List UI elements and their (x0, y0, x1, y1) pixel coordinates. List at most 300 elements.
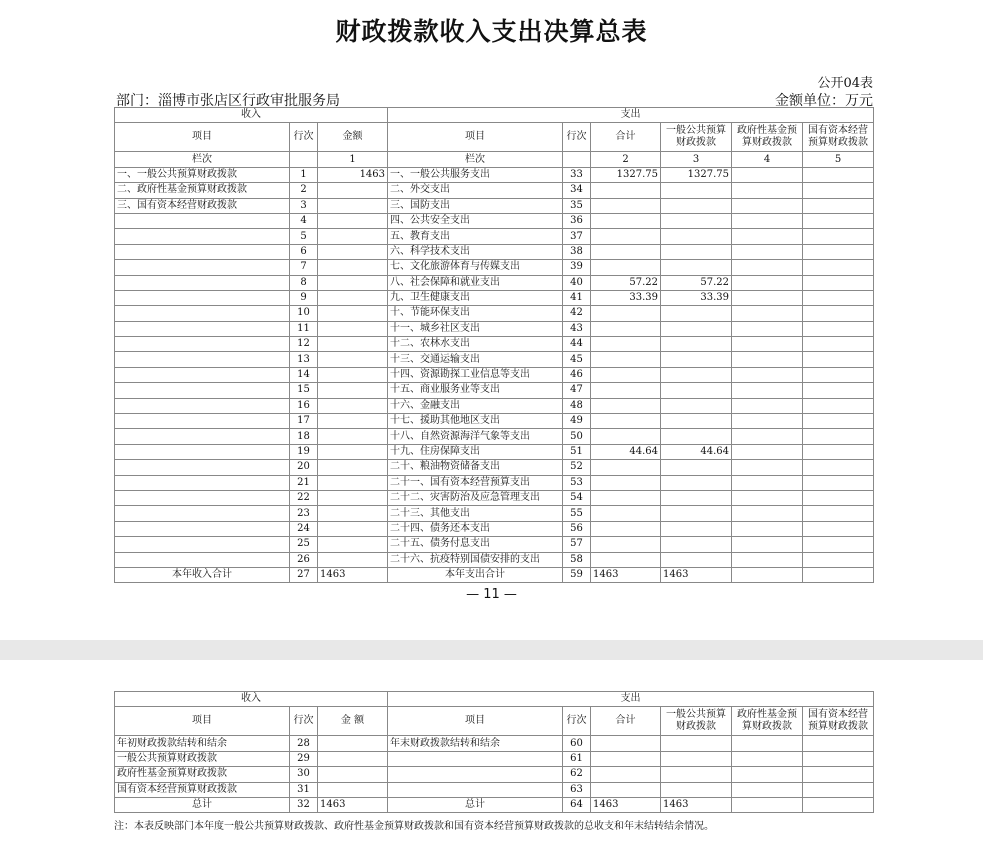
fund-budget-amount (732, 367, 803, 382)
state-capital-amount (803, 521, 874, 536)
column-label: 栏次 (388, 152, 563, 167)
table-row (115, 383, 874, 398)
column-index: 1 (318, 152, 388, 167)
state-capital-amount (803, 167, 874, 182)
state-capital-amount (803, 490, 874, 505)
income-item (115, 352, 290, 367)
table-row (115, 521, 874, 536)
fund-budget-amount (732, 229, 803, 244)
income-row-no-header: 行次 (290, 123, 318, 152)
income-total-label: 本年收入合计 (115, 567, 290, 582)
income-amount: 1463 (318, 567, 388, 582)
general-budget-amount (661, 306, 732, 321)
column-index: 3 (661, 152, 732, 167)
income-item: 三、国有资本经营财政拨款 (115, 198, 290, 213)
income-row-number: 31 (290, 782, 318, 797)
expense-item: 十一、城乡社区支出 (388, 321, 563, 336)
table-row (115, 290, 874, 305)
income-item (115, 460, 290, 475)
table-row (115, 537, 874, 552)
fund-budget-amount (732, 275, 803, 290)
income-row-number: 19 (290, 444, 318, 459)
state-capital-amount (803, 198, 874, 213)
expense-row-number: 58 (563, 552, 591, 567)
income-row-no-header: 行次 (290, 707, 318, 736)
income-amount (318, 321, 388, 336)
expense-item-header: 项目 (388, 707, 563, 736)
general-budget-amount (661, 736, 732, 751)
expense-row-number: 56 (563, 521, 591, 536)
income-item (115, 306, 290, 321)
general-budget-amount: 33.39 (661, 290, 732, 305)
fund-budget-amount (732, 797, 803, 812)
expense-total-label: 本年支出合计 (388, 567, 563, 582)
table-row (115, 736, 874, 751)
fund-budget-amount (732, 490, 803, 505)
expense-row-number: 43 (563, 321, 591, 336)
expense-total (591, 736, 661, 751)
expense-item: 二十一、国有资本经营预算支出 (388, 475, 563, 490)
income-item (115, 414, 290, 429)
state-capital-amount (803, 475, 874, 490)
expense-item: 二十五、债务付息支出 (388, 537, 563, 552)
expense-row-number: 47 (563, 383, 591, 398)
income-row-number: 20 (290, 460, 318, 475)
expense-total (591, 475, 661, 490)
expense-total (591, 767, 661, 782)
expense-item: 六、科学技术支出 (388, 244, 563, 259)
page-title: 财政拨款收入支出决算总表 (335, 17, 648, 46)
column-label: 栏次 (115, 152, 290, 167)
table-row (115, 414, 874, 429)
fund-budget-amount (732, 552, 803, 567)
expense-item: 二十二、灾害防治及应急管理支出 (388, 490, 563, 505)
fund-budget-amount (732, 460, 803, 475)
fund-budget-amount (732, 290, 803, 305)
income-row-number: 18 (290, 429, 318, 444)
income-item (115, 321, 290, 336)
unit-label: 金额单位：万元 (775, 93, 873, 109)
state-capital-amount (803, 398, 874, 413)
fund-budget-amount (732, 167, 803, 182)
fund-budget-amount (732, 337, 803, 352)
state-capital-amount (803, 383, 874, 398)
expense-item: 十四、资源勘探工业信息等支出 (388, 367, 563, 382)
column-index: 5 (803, 152, 874, 167)
expense-total (591, 229, 661, 244)
state-capital-amount (803, 736, 874, 751)
general-budget-amount (661, 782, 732, 797)
income-total-label: 总计 (115, 797, 290, 812)
state-capital-amount (803, 213, 874, 228)
expense-total (591, 521, 661, 536)
income-row-number: 25 (290, 537, 318, 552)
income-row-number: 1 (290, 167, 318, 182)
income-item: 年初财政拨款结转和结余 (115, 736, 290, 751)
table-row (115, 198, 874, 213)
state-capital-amount (803, 244, 874, 259)
income-item (115, 506, 290, 521)
fund-budget-amount (732, 183, 803, 198)
expense-row-number: 53 (563, 475, 591, 490)
general-budget-amount: 44.64 (661, 444, 732, 459)
expense-row-number: 50 (563, 429, 591, 444)
table-row (115, 275, 874, 290)
table-row (115, 398, 874, 413)
general-budget-amount (661, 537, 732, 552)
expense-item: 十二、农林水支出 (388, 337, 563, 352)
income-amount: 1463 (318, 797, 388, 812)
fund-budget-amount (732, 213, 803, 228)
general-budget-amount (661, 767, 732, 782)
form-number: 公开04表 (817, 76, 873, 91)
fund-budget-amount (732, 306, 803, 321)
table-row (115, 306, 874, 321)
income-item (115, 213, 290, 228)
expense-total (591, 352, 661, 367)
table-row (115, 260, 874, 275)
expense-item: 十七、援助其他地区支出 (388, 414, 563, 429)
expense-item: 七、文化旅游体育与传媒支出 (388, 260, 563, 275)
fund-budget-amount (732, 736, 803, 751)
fund-budget-amount (732, 244, 803, 259)
state-capital-amount (803, 183, 874, 198)
general-budget-header: 一般公共预算财政拨款 (661, 707, 732, 736)
fund-budget-amount (732, 260, 803, 275)
state-capital-amount (803, 290, 874, 305)
income-amount (318, 290, 388, 305)
expense-item: 十九、住房保障支出 (388, 444, 563, 459)
general-budget-amount: 57.22 (661, 275, 732, 290)
income-row-number: 12 (290, 337, 318, 352)
column-index: 2 (591, 152, 661, 167)
income-amount (318, 537, 388, 552)
income-item (115, 229, 290, 244)
income-amount (318, 213, 388, 228)
income-header: 收入 (115, 692, 388, 707)
fund-budget-header: 政府性基金预算财政拨款 (732, 123, 803, 152)
expense-item: 十六、金融支出 (388, 398, 563, 413)
expense-total (591, 213, 661, 228)
fund-budget-amount (732, 352, 803, 367)
income-amount (318, 306, 388, 321)
expense-item: 二十三、其他支出 (388, 506, 563, 521)
expense-total (591, 198, 661, 213)
income-item: 二、政府性基金预算财政拨款 (115, 183, 290, 198)
expense-row-number: 55 (563, 506, 591, 521)
expense-total (591, 321, 661, 336)
state-capital-amount (803, 306, 874, 321)
state-capital-amount (803, 537, 874, 552)
expense-total (591, 506, 661, 521)
income-amount (318, 782, 388, 797)
expense-row-number: 60 (563, 736, 591, 751)
income-row-number: 30 (290, 767, 318, 782)
income-item (115, 537, 290, 552)
income-header: 收入 (115, 108, 388, 123)
footnote: 注：本表反映部门本年度一般公共预算财政拨款、政府性基金预算财政拨款和国有资本经营预算财政拨款的总收支和年末结转结余情况。 (114, 821, 714, 832)
income-row-number: 17 (290, 414, 318, 429)
table-row (115, 213, 874, 228)
income-amount (318, 521, 388, 536)
income-item (115, 260, 290, 275)
expense-row-number: 33 (563, 167, 591, 182)
general-budget-amount (661, 352, 732, 367)
income-item: 一般公共预算财政拨款 (115, 751, 290, 766)
expense-total: 57.22 (591, 275, 661, 290)
expense-item: 一、一般公共服务支出 (388, 167, 563, 182)
expense-total (591, 537, 661, 552)
expense-row-number: 35 (563, 198, 591, 213)
general-budget-amount (661, 521, 732, 536)
state-capital-amount (803, 506, 874, 521)
expense-total (591, 260, 661, 275)
total-row (115, 797, 874, 812)
table-row (115, 444, 874, 459)
expense-total-header: 合计 (591, 123, 661, 152)
expense-row-number: 41 (563, 290, 591, 305)
general-budget-amount (661, 367, 732, 382)
income-row-number: 21 (290, 475, 318, 490)
income-item: 一、一般公共预算财政拨款 (115, 167, 290, 182)
income-amount (318, 398, 388, 413)
general-budget-amount (661, 383, 732, 398)
general-budget-amount (661, 398, 732, 413)
income-amount (318, 506, 388, 521)
income-item (115, 367, 290, 382)
income-amount (318, 244, 388, 259)
expense-total (591, 751, 661, 766)
income-row-number: 23 (290, 506, 318, 521)
general-budget-amount (661, 460, 732, 475)
expense-total (591, 460, 661, 475)
expense-item: 五、教育支出 (388, 229, 563, 244)
expense-item: 二十四、债务还本支出 (388, 521, 563, 536)
income-row-number: 5 (290, 229, 318, 244)
table-row (115, 475, 874, 490)
table-row (115, 490, 874, 505)
income-row-number: 4 (290, 213, 318, 228)
expense-row-number: 37 (563, 229, 591, 244)
expense-item: 年末财政拨款结转和结余 (388, 736, 563, 751)
page-separator (0, 640, 983, 660)
expense-total (591, 337, 661, 352)
income-item: 政府性基金预算财政拨款 (115, 767, 290, 782)
expense-total (591, 414, 661, 429)
income-amount (318, 460, 388, 475)
income-item (115, 337, 290, 352)
income-row-number: 10 (290, 306, 318, 321)
page-number: — 11 — (466, 587, 517, 602)
expense-item: 二、外交支出 (388, 183, 563, 198)
fund-budget-amount (732, 383, 803, 398)
expense-total (591, 552, 661, 567)
income-item (115, 475, 290, 490)
expense-row-number: 45 (563, 352, 591, 367)
income-amount (318, 490, 388, 505)
income-item (115, 290, 290, 305)
income-amount (318, 767, 388, 782)
fund-budget-amount (732, 398, 803, 413)
expense-row-number: 44 (563, 337, 591, 352)
fund-budget-amount (732, 475, 803, 490)
expense-row-number: 38 (563, 244, 591, 259)
income-row-number: 32 (290, 797, 318, 812)
general-budget-amount (661, 198, 732, 213)
income-item (115, 383, 290, 398)
state-capital-amount (803, 552, 874, 567)
expense-header: 支出 (388, 692, 874, 707)
expense-total (591, 367, 661, 382)
expense-row-number: 61 (563, 751, 591, 766)
income-amount: 1463 (318, 167, 388, 182)
income-item (115, 490, 290, 505)
income-row-number: 7 (290, 260, 318, 275)
table-row (115, 321, 874, 336)
fund-budget-header: 政府性基金预算财政拨款 (732, 707, 803, 736)
table-row (115, 167, 874, 182)
income-amount-header: 金 额 (318, 707, 388, 736)
state-capital-amount (803, 275, 874, 290)
state-capital-amount (803, 429, 874, 444)
income-amount (318, 414, 388, 429)
income-item (115, 398, 290, 413)
state-capital-header: 国有资本经营预算财政拨款 (803, 707, 874, 736)
general-budget-amount (661, 490, 732, 505)
general-budget-amount (661, 552, 732, 567)
expense-item: 十八、自然资源海洋气象等支出 (388, 429, 563, 444)
fund-budget-amount (732, 521, 803, 536)
expense-row-number: 42 (563, 306, 591, 321)
income-row-number: 14 (290, 367, 318, 382)
state-capital-amount (803, 460, 874, 475)
expense-total (591, 429, 661, 444)
table-row (115, 183, 874, 198)
expense-item (388, 767, 563, 782)
expense-row-number: 59 (563, 567, 591, 582)
income-amount-header: 金额 (318, 123, 388, 152)
expense-row-number: 54 (563, 490, 591, 505)
state-capital-amount (803, 414, 874, 429)
expense-row-number: 51 (563, 444, 591, 459)
page-2 (0, 660, 983, 868)
expense-total-label: 总计 (388, 797, 563, 812)
income-amount (318, 352, 388, 367)
department-label: 部门：淄博市张店区行政审批服务局 (116, 93, 340, 109)
income-amount (318, 260, 388, 275)
general-budget-amount (661, 506, 732, 521)
general-budget-amount (661, 337, 732, 352)
income-row-number: 15 (290, 383, 318, 398)
fund-budget-amount (732, 537, 803, 552)
expense-total (591, 490, 661, 505)
general-budget-amount (661, 183, 732, 198)
general-budget-amount: 1327.75 (661, 167, 732, 182)
income-amount (318, 198, 388, 213)
income-amount (318, 475, 388, 490)
income-item (115, 521, 290, 536)
table-row (115, 552, 874, 567)
fund-budget-amount (732, 414, 803, 429)
expense-total: 1463 (591, 797, 661, 812)
income-item (115, 444, 290, 459)
income-row-number: 3 (290, 198, 318, 213)
income-item: 国有资本经营预算财政拨款 (115, 782, 290, 797)
expense-item: 九、卫生健康支出 (388, 290, 563, 305)
expense-row-number: 39 (563, 260, 591, 275)
income-amount (318, 751, 388, 766)
state-capital-amount (803, 337, 874, 352)
income-row-number: 13 (290, 352, 318, 367)
table-row (115, 367, 874, 382)
expense-item: 二十六、抗疫特别国债安排的支出 (388, 552, 563, 567)
income-amount (318, 444, 388, 459)
general-budget-amount (661, 751, 732, 766)
expense-row-number: 52 (563, 460, 591, 475)
general-budget-amount: 1463 (661, 567, 732, 582)
income-item (115, 552, 290, 567)
state-capital-amount (803, 567, 874, 582)
general-budget-header: 一般公共预算财政拨款 (661, 123, 732, 152)
expense-total (591, 183, 661, 198)
fund-budget-amount (732, 782, 803, 797)
state-capital-amount (803, 767, 874, 782)
general-budget-amount (661, 229, 732, 244)
general-budget-amount (661, 260, 732, 275)
income-row-number: 6 (290, 244, 318, 259)
carryover-table (114, 691, 874, 813)
table-row (115, 352, 874, 367)
table-row (115, 460, 874, 475)
state-capital-amount (803, 352, 874, 367)
income-row-number: 9 (290, 290, 318, 305)
income-item (115, 244, 290, 259)
expense-total (591, 306, 661, 321)
expense-total (591, 244, 661, 259)
expense-row-number: 34 (563, 183, 591, 198)
expense-row-number: 63 (563, 782, 591, 797)
table-row (115, 751, 874, 766)
expense-row-number: 62 (563, 767, 591, 782)
fund-budget-amount (732, 506, 803, 521)
income-item-header: 项目 (115, 123, 290, 152)
income-row-number: 28 (290, 736, 318, 751)
general-budget-amount (661, 475, 732, 490)
table-row (115, 506, 874, 521)
income-row-number: 16 (290, 398, 318, 413)
general-budget-amount (661, 414, 732, 429)
expense-total: 1463 (591, 567, 661, 582)
expense-row-number: 40 (563, 275, 591, 290)
income-row-number: 29 (290, 751, 318, 766)
expense-item: 十、节能环保支出 (388, 306, 563, 321)
fund-budget-amount (732, 567, 803, 582)
general-budget-amount: 1463 (661, 797, 732, 812)
income-amount (318, 337, 388, 352)
state-capital-amount (803, 260, 874, 275)
state-capital-amount (803, 782, 874, 797)
total-row (115, 567, 874, 582)
income-amount (318, 183, 388, 198)
general-budget-amount (661, 429, 732, 444)
column-index: 4 (732, 152, 803, 167)
table-row (115, 337, 874, 352)
expense-item: 十五、商业服务业等支出 (388, 383, 563, 398)
expense-header: 支出 (388, 108, 874, 123)
state-capital-amount (803, 444, 874, 459)
income-row-number: 26 (290, 552, 318, 567)
expense-item-header: 项目 (388, 123, 563, 152)
